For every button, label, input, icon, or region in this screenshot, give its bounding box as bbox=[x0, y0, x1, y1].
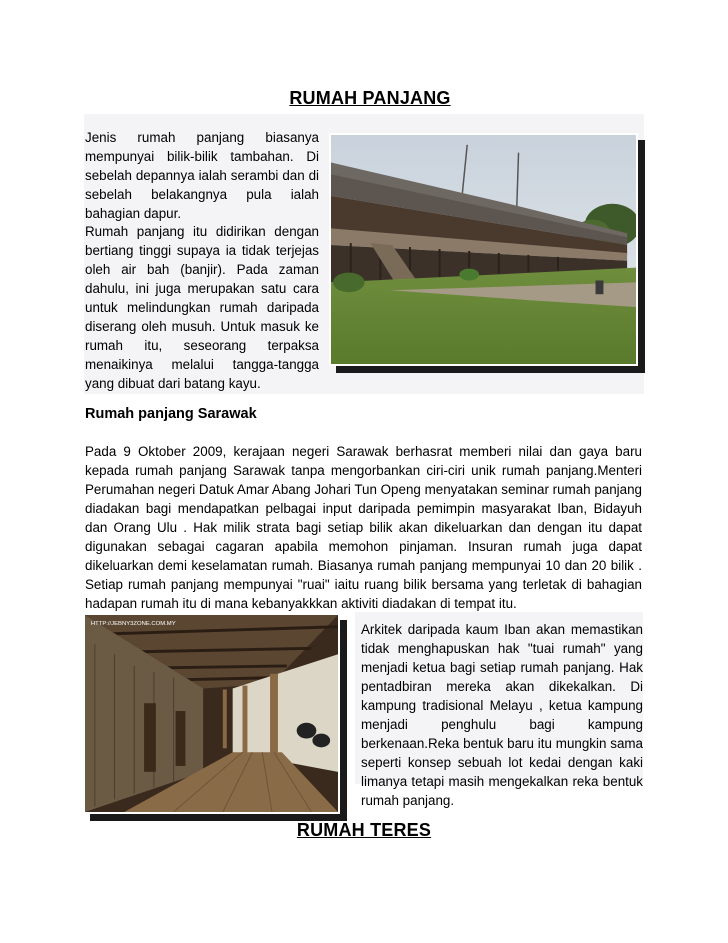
page-title: RUMAH PANJANG bbox=[289, 88, 451, 108]
architect-paragraph: Arkitek daripada kaum Iban akan memastikan tidak menghapuskan hak "tuai rumah" yang menjadi ketua bagi setiap rumah panjang. Hak pentadbiran mereka akan dikekalkan. Di kampung tradisional Melayu , ketua kampung menjadi penghulu bagi kampung berkenaan.Reka bentuk baru itu mungkin sama seperti konsep sebuah lot kedai dengan kaki limanya tetapi masih mengekalkan reka bentuk rumah panjang. bbox=[361, 622, 643, 808]
sarawak-paragraph: Pada 9 Oktober 2009, kerajaan negeri Sarawak berhasrat memberi nilai dan gaya baru kepada rumah panjang Sarawak tanpa mengorbankan ciri-ciri unik rumah panjang.Menteri Perumahan negeri Datuk Amar Abang Johari Tun Openg menyatakan seminar rumah panjang diadakan bagi mendapatkan pelbagai input daripada pemimpin masyarakat Iban, Bidayuh dan Orang Ulu . Hak milik strata bagi setiap bilik akan dikeluarkan dan dengan itu dapat digunakan sebagai cagaran apabila memohon pinjaman. Insuran rumah juga dapat dikeluarkan demi keselamatan rumah. Biasanya rumah panjang mempunyai 10 dan 20 bilik . Setiap rumah panjang mempunyai "ruai" iaitu ruang bilik bersama yang terletak di bahagian hadapan rumah itu di mana kebanyakkkan aktiviti diadakan di tempat itu. bbox=[85, 444, 642, 611]
section-heading: Rumah panjang Sarawak bbox=[85, 406, 257, 422]
photo-watermark: HTTP://JEBNY3ZONE.COM.MY bbox=[90, 620, 176, 627]
longhouse-exterior-photo bbox=[329, 133, 638, 366]
longhouse-interior-photo bbox=[83, 613, 340, 814]
next-section-title: RUMAH TERES bbox=[296, 820, 432, 840]
intro-paragraph-2: Rumah panjang itu didirikan dengan bertiang tinggi supaya ia tidak terjejas oleh air bah (banjir). Pada zaman dahulu, ini juga merupakan satu cara untuk melindungkan rumah daripada diserang oleh musuh. Untuk masuk ke rumah itu, seseorang terpaksa menaikinya melalui tangga-tangga yang dibuat dari batang kayu. bbox=[85, 224, 319, 391]
intro-paragraph-1: Jenis rumah panjang biasanya mempunyai bilik-bilik tambahan. Di sebelah depannya ialah serambi dan di sebelah belakangnya pula ialah bahagian dapur. bbox=[85, 130, 319, 221]
